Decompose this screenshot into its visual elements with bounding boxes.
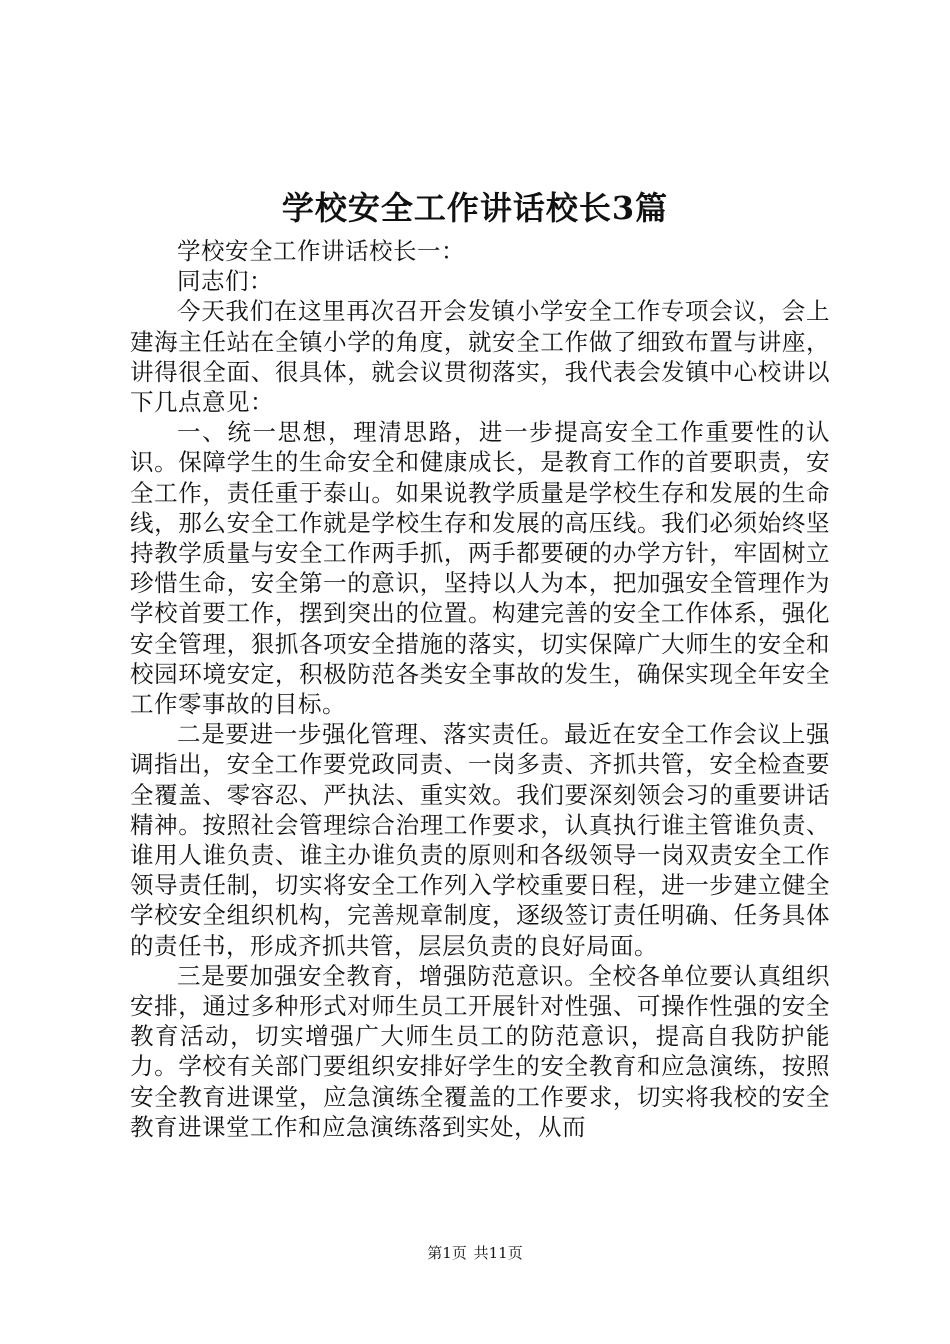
paragraph-point-two: 二是要进一步强化管理、落实责任。最近在安全工作会议上强调指出，安全工作要党政同责、一岗多责、齐抓共管，安全检查要全覆盖、零容忍、严执法、重实效。我们要深刻领会习的重要讲话精神。按照社会管理综合治理工作要求，认真执行谁主管谁负责、谁用人谁负责、谁主办谁负责的原则和各级领导一岗双责安全工作领导责任制，切实将安全工作列入学校重要日程，进一步建立健全学校安全组织机构，完善规章制度，逐级签订责任明确、任务具体的责任书，形成齐抓共管，层层负责的良好局面。: [130, 720, 830, 960]
paragraph-salutation: 同志们：: [177, 267, 273, 296]
paragraph-point-three: 三是要加强安全教育，增强防范意识。全校各单位要认真组织安排，通过多种形式对师生员工开展针对性强、可操作性强的安全教育活动，切实增强广大师生员工的防范意识，提高自我防护能力。学校有关部门要组织安排好学生的安全教育和应急演练，按照安全教育进课堂，应急演练全覆盖的工作要求，切实将我校的安全教育进课堂工作和应急演练落到实处，从而: [130, 961, 830, 1141]
paragraph-intro: 今天我们在这里再次召开会发镇小学安全工作专项会议，会上建海主任站在全镇小学的角度，就安全工作做了细致布置与讲座，讲得很全面、很具体，就会议贯彻落实，我代表会发镇中心校讲以下几点意见：: [130, 297, 830, 417]
document-title: 学校安全工作讲话校长3篇: [281, 189, 669, 227]
page-number-footer: 第1页 共11页: [427, 1244, 523, 1262]
paragraph-point-one: 一、统一思想，理清思路，进一步提高安全工作重要性的认识。保障学生的生命安全和健康成长，是教育工作的首要职责，安全工作，责任重于泰山。如果说教学质量是学校生存和发展的生命线，那么安全工作就是学校生存和发展的高压线。我们必须始终坚持教学质量与安全工作两手抓，两手都要硬的办学方针，牢固树立珍惜生命，安全第一的意识，坚持以人为本，把加强安全管理作为学校首要工作，摆到突出的位置。构建完善的安全工作体系，强化安全管理，狠抓各项安全措施的落实，切实保障广大师生的安全和校园环境安定，积极防范各类安全事故的发生，确保实现全年安全工作零事故的目标。: [130, 418, 830, 719]
document-body: [130, 236, 830, 1142]
paragraph-heading: 学校安全工作讲话校长一：: [177, 237, 465, 265]
